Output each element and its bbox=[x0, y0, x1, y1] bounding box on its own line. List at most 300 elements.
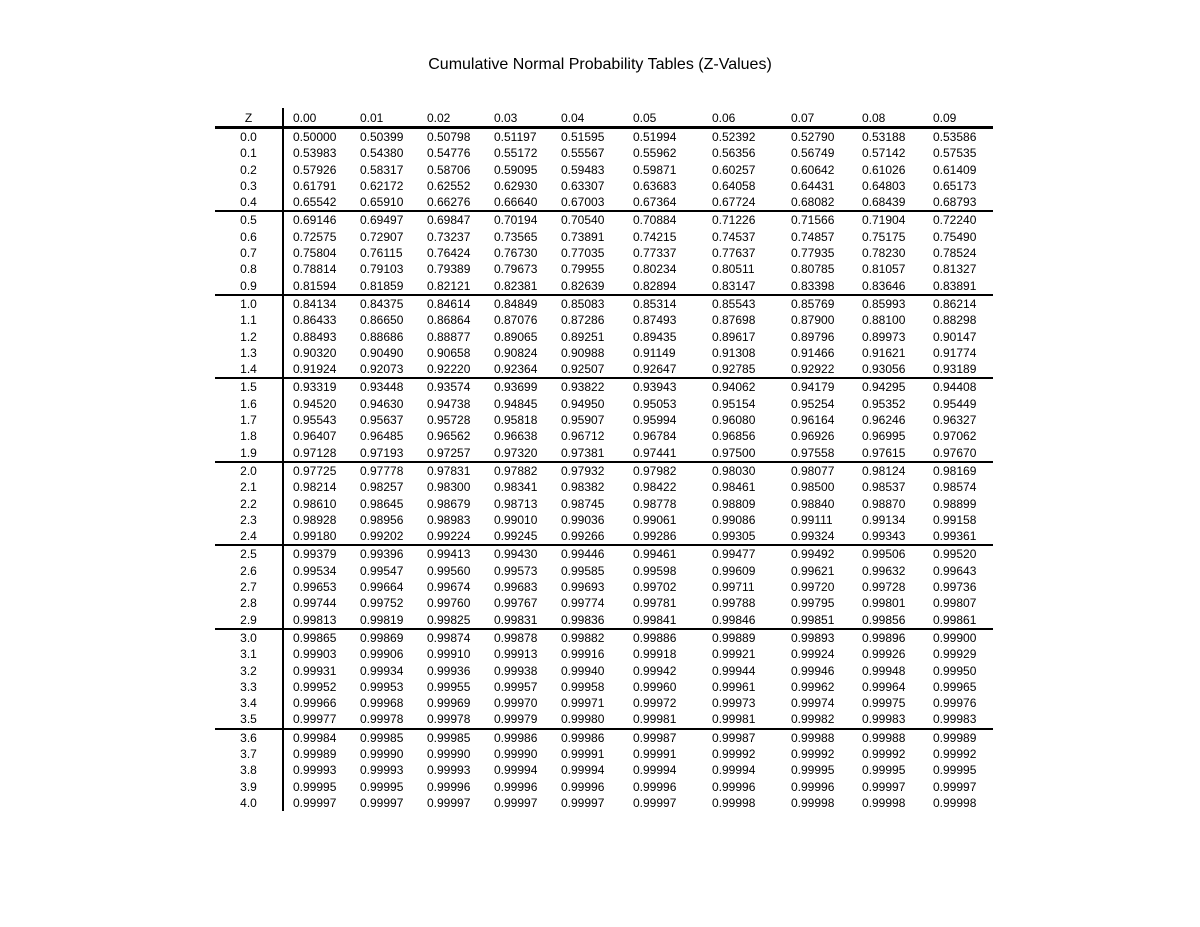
probability-cell: 0.75175 bbox=[862, 229, 906, 244]
probability-cell: 0.95994 bbox=[633, 413, 677, 428]
probability-cell: 0.63683 bbox=[633, 178, 677, 193]
table-row bbox=[215, 512, 993, 528]
probability-cell: 0.96485 bbox=[360, 429, 404, 444]
probability-cell: 0.97441 bbox=[624, 445, 703, 462]
probability-cell: 0.99836 bbox=[552, 612, 624, 629]
z-value-cell: 3.5 bbox=[215, 711, 283, 728]
z-value-cell: 1.5 bbox=[215, 378, 283, 395]
probability-cell: 0.99958 bbox=[561, 679, 605, 694]
z-value-cell: 1.6 bbox=[215, 396, 283, 412]
probability-cell: 0.99801 bbox=[862, 596, 906, 611]
z-value-cell: 0.0 bbox=[215, 128, 283, 146]
probability-cell: 0.97320 bbox=[485, 445, 552, 462]
probability-cell: 0.94295 bbox=[862, 380, 906, 395]
probability-cell: 0.99889 bbox=[712, 630, 756, 645]
probability-cell: 0.99878 bbox=[494, 630, 538, 645]
probability-cell: 0.91308 bbox=[712, 345, 756, 360]
table-row bbox=[215, 378, 993, 395]
z-value-cell: 2.7 bbox=[215, 579, 283, 595]
table-row bbox=[215, 762, 993, 778]
probability-cell: 0.99988 bbox=[862, 730, 906, 745]
probability-cell: 0.99674 bbox=[427, 580, 471, 595]
probability-cell: 0.99461 bbox=[633, 547, 677, 562]
probability-cell: 0.97932 bbox=[561, 463, 605, 478]
probability-cell: 0.99813 bbox=[283, 612, 351, 629]
table-row bbox=[215, 629, 993, 646]
z-value-cell: 0.9 bbox=[215, 278, 283, 295]
probability-cell: 0.81327 bbox=[933, 262, 977, 277]
probability-cell: 0.95154 bbox=[712, 396, 756, 411]
probability-cell: 0.86433 bbox=[293, 313, 337, 328]
probability-cell: 0.93056 bbox=[853, 361, 924, 378]
probability-cell: 0.99994 bbox=[494, 763, 538, 778]
probability-cell: 0.99996 bbox=[427, 779, 471, 794]
table-row bbox=[215, 563, 993, 579]
z-value-cell: 0.7 bbox=[215, 245, 283, 261]
probability-cell: 0.99379 bbox=[293, 547, 337, 562]
table-row bbox=[215, 312, 993, 328]
probability-cell: 0.59871 bbox=[633, 162, 677, 177]
probability-cell: 0.90147 bbox=[933, 329, 977, 344]
probability-cell: 0.73891 bbox=[561, 229, 605, 244]
probability-cell: 0.98537 bbox=[862, 480, 906, 495]
z-value-cell: 1.4 bbox=[215, 361, 283, 378]
probability-cell: 0.92507 bbox=[552, 361, 624, 378]
probability-cell: 0.96638 bbox=[494, 429, 538, 444]
probability-cell: 0.78814 bbox=[293, 262, 337, 277]
probability-cell: 0.92647 bbox=[624, 361, 703, 378]
probability-cell: 0.99934 bbox=[360, 663, 404, 678]
probability-cell: 0.79673 bbox=[494, 262, 538, 277]
probability-cell: 0.98077 bbox=[791, 463, 835, 478]
table-row bbox=[215, 612, 993, 629]
probability-cell: 0.97381 bbox=[552, 445, 624, 462]
probability-cell: 0.99807 bbox=[933, 596, 977, 611]
probability-cell: 0.99957 bbox=[494, 679, 538, 694]
probability-cell: 0.99994 bbox=[633, 763, 677, 778]
probability-cell: 0.71904 bbox=[862, 213, 906, 228]
probability-cell: 0.81057 bbox=[862, 262, 906, 277]
probability-cell: 0.99900 bbox=[933, 630, 977, 645]
z-value-cell: 2.8 bbox=[215, 595, 283, 611]
probability-cell: 0.99978 bbox=[418, 711, 485, 728]
probability-cell: 0.87076 bbox=[494, 313, 538, 328]
probability-cell: 0.99910 bbox=[427, 647, 471, 662]
column-header: 0.09 bbox=[924, 108, 993, 128]
probability-cell: 0.64431 bbox=[791, 178, 835, 193]
probability-cell: 0.74857 bbox=[791, 229, 835, 244]
probability-cell: 0.99893 bbox=[791, 630, 835, 645]
probability-cell: 0.99996 bbox=[633, 779, 677, 794]
probability-cell: 0.99324 bbox=[782, 528, 853, 545]
probability-cell: 0.71566 bbox=[791, 213, 835, 228]
z-value-cell: 3.3 bbox=[215, 679, 283, 695]
probability-cell: 0.88298 bbox=[933, 313, 977, 328]
probability-cell: 0.99560 bbox=[427, 563, 471, 578]
probability-cell: 0.50798 bbox=[427, 130, 471, 144]
probability-cell: 0.99996 bbox=[791, 779, 835, 794]
probability-cell: 0.99861 bbox=[924, 612, 993, 629]
table-row bbox=[215, 428, 993, 444]
probability-cell: 0.85769 bbox=[791, 296, 835, 311]
probability-cell: 0.78524 bbox=[933, 246, 977, 261]
probability-cell: 0.97257 bbox=[418, 445, 485, 462]
probability-cell: 0.97615 bbox=[853, 445, 924, 462]
probability-cell: 0.97062 bbox=[933, 429, 977, 444]
probability-cell: 0.99995 bbox=[360, 779, 404, 794]
probability-cell: 0.99953 bbox=[360, 679, 404, 694]
probability-cell: 0.99983 bbox=[924, 711, 993, 728]
probability-cell: 0.53586 bbox=[933, 130, 977, 144]
probability-cell: 0.94179 bbox=[791, 380, 835, 395]
probability-cell: 0.99982 bbox=[782, 711, 853, 728]
probability-cell: 0.81594 bbox=[283, 278, 351, 295]
probability-cell: 0.97831 bbox=[427, 463, 471, 478]
probability-cell: 0.99547 bbox=[360, 563, 404, 578]
table-row bbox=[215, 646, 993, 662]
probability-cell: 0.99992 bbox=[712, 746, 756, 761]
table-row bbox=[215, 746, 993, 762]
probability-cell: 0.98840 bbox=[791, 496, 835, 511]
probability-cell: 0.61791 bbox=[293, 178, 337, 193]
table-row bbox=[215, 261, 993, 277]
probability-cell: 0.99966 bbox=[293, 696, 337, 711]
probability-cell: 0.75804 bbox=[293, 246, 337, 261]
probability-cell: 0.99973 bbox=[712, 696, 756, 711]
probability-cell: 0.99598 bbox=[633, 563, 677, 578]
probability-cell: 0.99305 bbox=[703, 528, 782, 545]
probability-cell: 0.62172 bbox=[360, 178, 404, 193]
column-header: 0.04 bbox=[552, 108, 624, 128]
probability-cell: 0.85083 bbox=[561, 296, 605, 311]
probability-cell: 0.73565 bbox=[494, 229, 538, 244]
probability-cell: 0.99991 bbox=[633, 746, 677, 761]
probability-cell: 0.99997 bbox=[360, 795, 404, 810]
probability-cell: 0.60257 bbox=[712, 162, 756, 177]
probability-cell: 0.98574 bbox=[933, 480, 977, 495]
probability-cell: 0.77337 bbox=[633, 246, 677, 261]
probability-cell: 0.55567 bbox=[561, 146, 605, 161]
probability-cell: 0.99413 bbox=[427, 547, 471, 562]
probability-cell: 0.85543 bbox=[712, 296, 756, 311]
probability-cell: 0.99819 bbox=[351, 612, 418, 629]
probability-cell: 0.99913 bbox=[494, 647, 538, 662]
probability-cell: 0.99903 bbox=[293, 647, 337, 662]
probability-cell: 0.89973 bbox=[862, 329, 906, 344]
probability-cell: 0.98382 bbox=[561, 480, 605, 495]
probability-cell: 0.99774 bbox=[561, 596, 605, 611]
probability-cell: 0.87698 bbox=[712, 313, 756, 328]
z-value-cell: 3.2 bbox=[215, 663, 283, 679]
probability-cell: 0.99985 bbox=[427, 730, 471, 745]
table-row bbox=[215, 579, 993, 595]
probability-cell: 0.82639 bbox=[552, 278, 624, 295]
probability-cell: 0.62930 bbox=[494, 178, 538, 193]
probability-cell: 0.99202 bbox=[351, 528, 418, 545]
probability-cell: 0.99938 bbox=[494, 663, 538, 678]
probability-cell: 0.99361 bbox=[924, 528, 993, 545]
probability-cell: 0.99969 bbox=[427, 696, 471, 711]
probability-cell: 0.99998 bbox=[862, 795, 906, 810]
probability-cell: 0.88100 bbox=[862, 313, 906, 328]
z-value-cell: 0.6 bbox=[215, 229, 283, 245]
z-value-cell: 4.0 bbox=[215, 795, 283, 811]
z-value-cell: 1.1 bbox=[215, 312, 283, 328]
probability-cell: 0.91466 bbox=[791, 345, 835, 360]
probability-cell: 0.98500 bbox=[791, 480, 835, 495]
probability-cell: 0.99086 bbox=[712, 512, 756, 527]
probability-cell: 0.99760 bbox=[427, 596, 471, 611]
probability-cell: 0.99961 bbox=[712, 679, 756, 694]
probability-cell: 0.99997 bbox=[561, 795, 605, 810]
probability-cell: 0.99994 bbox=[712, 763, 756, 778]
table-row bbox=[215, 663, 993, 679]
probability-cell: 0.98461 bbox=[712, 480, 756, 495]
probability-cell: 0.99906 bbox=[360, 647, 404, 662]
table-row bbox=[215, 229, 993, 245]
probability-cell: 0.95449 bbox=[933, 396, 977, 411]
probability-cell: 0.99752 bbox=[360, 596, 404, 611]
probability-cell: 0.67724 bbox=[703, 194, 782, 211]
probability-cell: 0.99979 bbox=[485, 711, 552, 728]
table-row bbox=[215, 496, 993, 512]
probability-cell: 0.99180 bbox=[283, 528, 351, 545]
probability-cell: 0.84375 bbox=[360, 296, 404, 311]
probability-cell: 0.99134 bbox=[862, 512, 906, 527]
z-table bbox=[215, 108, 993, 811]
probability-cell: 0.88877 bbox=[427, 329, 471, 344]
probability-cell: 0.99396 bbox=[360, 547, 404, 562]
probability-cell: 0.84849 bbox=[494, 296, 538, 311]
probability-cell: 0.97778 bbox=[360, 463, 404, 478]
probability-cell: 0.99720 bbox=[791, 580, 835, 595]
column-header: 0.05 bbox=[624, 108, 703, 128]
probability-cell: 0.98713 bbox=[494, 496, 538, 511]
header-row bbox=[215, 108, 993, 128]
probability-cell: 0.91774 bbox=[933, 345, 977, 360]
probability-cell: 0.86214 bbox=[933, 296, 977, 311]
probability-cell: 0.98809 bbox=[712, 496, 756, 511]
probability-cell: 0.98645 bbox=[360, 496, 404, 511]
probability-cell: 0.98870 bbox=[862, 496, 906, 511]
probability-cell: 0.95352 bbox=[862, 396, 906, 411]
probability-cell: 0.99996 bbox=[494, 779, 538, 794]
table-row bbox=[215, 361, 993, 378]
probability-cell: 0.98257 bbox=[360, 480, 404, 495]
probability-cell: 0.96712 bbox=[561, 429, 605, 444]
probability-cell: 0.90658 bbox=[427, 345, 471, 360]
probability-cell: 0.99964 bbox=[862, 679, 906, 694]
probability-cell: 0.56356 bbox=[712, 146, 756, 161]
probability-cell: 0.53188 bbox=[862, 130, 906, 144]
probability-cell: 0.94845 bbox=[494, 396, 538, 411]
z-value-cell: 0.3 bbox=[215, 178, 283, 194]
table-row bbox=[215, 345, 993, 361]
column-header: 0.01 bbox=[351, 108, 418, 128]
probability-cell: 0.90988 bbox=[561, 345, 605, 360]
z-value-cell: 0.1 bbox=[215, 145, 283, 161]
probability-cell: 0.83891 bbox=[924, 278, 993, 295]
z-value-cell: 2.2 bbox=[215, 496, 283, 512]
probability-cell: 0.93943 bbox=[633, 380, 677, 395]
probability-cell: 0.99990 bbox=[360, 746, 404, 761]
z-value-cell: 3.8 bbox=[215, 762, 283, 778]
probability-cell: 0.99585 bbox=[561, 563, 605, 578]
z-value-cell: 3.7 bbox=[215, 746, 283, 762]
probability-cell: 0.99841 bbox=[624, 612, 703, 629]
probability-cell: 0.99944 bbox=[712, 663, 756, 678]
probability-cell: 0.84614 bbox=[427, 296, 471, 311]
probability-cell: 0.99929 bbox=[933, 647, 977, 662]
z-value-cell: 0.8 bbox=[215, 261, 283, 277]
probability-cell: 0.99831 bbox=[485, 612, 552, 629]
probability-cell: 0.99997 bbox=[933, 779, 977, 794]
probability-cell: 0.89065 bbox=[494, 329, 538, 344]
probability-cell: 0.68793 bbox=[924, 194, 993, 211]
probability-cell: 0.96080 bbox=[712, 413, 756, 428]
probability-cell: 0.98778 bbox=[633, 496, 677, 511]
probability-cell: 0.99987 bbox=[712, 730, 756, 745]
probability-cell: 0.76424 bbox=[427, 246, 471, 261]
probability-cell: 0.99992 bbox=[791, 746, 835, 761]
z-value-cell: 1.7 bbox=[215, 412, 283, 428]
z-value-cell: 2.6 bbox=[215, 563, 283, 579]
probability-cell: 0.99795 bbox=[791, 596, 835, 611]
probability-cell: 0.94630 bbox=[360, 396, 404, 411]
probability-cell: 0.99010 bbox=[494, 512, 538, 527]
probability-cell: 0.86864 bbox=[427, 313, 471, 328]
probability-cell: 0.79955 bbox=[561, 262, 605, 277]
column-header: 0.00 bbox=[283, 108, 351, 128]
probability-cell: 0.53983 bbox=[293, 146, 337, 161]
probability-cell: 0.99744 bbox=[293, 596, 337, 611]
probability-cell: 0.87900 bbox=[791, 313, 835, 328]
probability-cell: 0.69847 bbox=[427, 213, 471, 228]
probability-cell: 0.91149 bbox=[633, 345, 676, 360]
z-value-cell: 3.4 bbox=[215, 695, 283, 711]
probability-cell: 0.65542 bbox=[283, 194, 351, 211]
probability-cell: 0.99995 bbox=[933, 763, 977, 778]
probability-cell: 0.98030 bbox=[712, 463, 756, 478]
probability-cell: 0.94408 bbox=[933, 380, 977, 395]
z-value-cell: 1.2 bbox=[215, 329, 283, 345]
probability-cell: 0.99986 bbox=[561, 730, 605, 745]
probability-cell: 0.99977 bbox=[283, 711, 351, 728]
probability-cell: 0.99856 bbox=[853, 612, 924, 629]
probability-cell: 0.99984 bbox=[293, 730, 337, 745]
probability-cell: 0.76730 bbox=[494, 246, 538, 261]
probability-cell: 0.85314 bbox=[633, 296, 677, 311]
table-row bbox=[215, 194, 993, 211]
probability-cell: 0.99693 bbox=[561, 580, 605, 595]
z-value-cell: 3.1 bbox=[215, 646, 283, 662]
probability-cell: 0.99609 bbox=[712, 563, 756, 578]
probability-cell: 0.99534 bbox=[293, 563, 337, 578]
probability-cell: 0.99683 bbox=[494, 580, 538, 595]
probability-cell: 0.99874 bbox=[427, 630, 471, 645]
table-row bbox=[215, 695, 993, 711]
probability-cell: 0.99926 bbox=[862, 647, 906, 662]
probability-cell: 0.99950 bbox=[933, 663, 977, 678]
probability-cell: 0.99520 bbox=[933, 547, 977, 562]
probability-cell: 0.65910 bbox=[351, 194, 418, 211]
probability-cell: 0.99061 bbox=[633, 512, 677, 527]
probability-cell: 0.99931 bbox=[293, 663, 337, 678]
probability-cell: 0.72240 bbox=[933, 213, 977, 228]
probability-cell: 0.90490 bbox=[360, 345, 404, 360]
probability-cell: 0.95543 bbox=[293, 413, 337, 428]
probability-cell: 0.99976 bbox=[933, 696, 977, 711]
probability-cell: 0.99989 bbox=[293, 746, 337, 761]
probability-cell: 0.59095 bbox=[494, 162, 538, 177]
probability-cell: 0.99981 bbox=[703, 711, 782, 728]
table-row bbox=[215, 528, 993, 545]
probability-cell: 0.94950 bbox=[561, 396, 605, 411]
probability-cell: 0.93699 bbox=[494, 380, 538, 395]
probability-cell: 0.99266 bbox=[552, 528, 624, 545]
probability-cell: 0.99767 bbox=[494, 596, 538, 611]
probability-cell: 0.82381 bbox=[485, 278, 552, 295]
probability-cell: 0.84134 bbox=[293, 296, 337, 311]
probability-cell: 0.99993 bbox=[427, 763, 471, 778]
probability-cell: 0.95728 bbox=[427, 413, 471, 428]
table-row bbox=[215, 545, 993, 562]
probability-cell: 0.99728 bbox=[862, 580, 906, 595]
probability-cell: 0.99477 bbox=[712, 547, 756, 562]
probability-cell: 0.60642 bbox=[791, 162, 835, 177]
table-row bbox=[215, 245, 993, 261]
probability-cell: 0.72575 bbox=[293, 229, 337, 244]
probability-cell: 0.99978 bbox=[351, 711, 418, 728]
z-value-cell: 3.0 bbox=[215, 629, 283, 646]
probability-cell: 0.99643 bbox=[933, 563, 977, 578]
probability-cell: 0.86650 bbox=[360, 313, 404, 328]
probability-cell: 0.98983 bbox=[427, 512, 471, 527]
probability-cell: 0.55172 bbox=[494, 146, 538, 161]
probability-cell: 0.99430 bbox=[494, 547, 538, 562]
probability-cell: 0.98214 bbox=[293, 480, 337, 495]
probability-cell: 0.99989 bbox=[933, 730, 977, 745]
probability-cell: 0.99995 bbox=[293, 779, 337, 794]
probability-cell: 0.94738 bbox=[427, 396, 471, 411]
probability-cell: 0.98899 bbox=[933, 496, 977, 511]
probability-cell: 0.99965 bbox=[933, 679, 977, 694]
probability-cell: 0.64803 bbox=[862, 178, 906, 193]
probability-cell: 0.99245 bbox=[485, 528, 552, 545]
probability-cell: 0.99997 bbox=[293, 795, 337, 810]
probability-cell: 0.61409 bbox=[933, 162, 977, 177]
probability-cell: 0.80234 bbox=[633, 262, 677, 277]
column-header: 0.03 bbox=[485, 108, 552, 128]
z-value-cell: 1.8 bbox=[215, 428, 283, 444]
probability-cell: 0.52790 bbox=[791, 130, 835, 144]
probability-cell: 0.97670 bbox=[924, 445, 993, 462]
table-row bbox=[215, 445, 993, 462]
z-value-cell: 2.1 bbox=[215, 479, 283, 495]
probability-cell: 0.97193 bbox=[351, 445, 418, 462]
probability-cell: 0.99972 bbox=[633, 696, 677, 711]
probability-cell: 0.57142 bbox=[862, 146, 906, 161]
probability-cell: 0.98679 bbox=[427, 496, 471, 511]
probability-cell: 0.92922 bbox=[782, 361, 853, 378]
probability-cell: 0.96164 bbox=[791, 413, 835, 428]
probability-cell: 0.91924 bbox=[283, 361, 351, 378]
probability-cell: 0.57535 bbox=[933, 146, 977, 161]
probability-cell: 0.66276 bbox=[418, 194, 485, 211]
probability-cell: 0.89251 bbox=[561, 329, 605, 344]
table-row bbox=[215, 412, 993, 428]
probability-cell: 0.99974 bbox=[791, 696, 835, 711]
